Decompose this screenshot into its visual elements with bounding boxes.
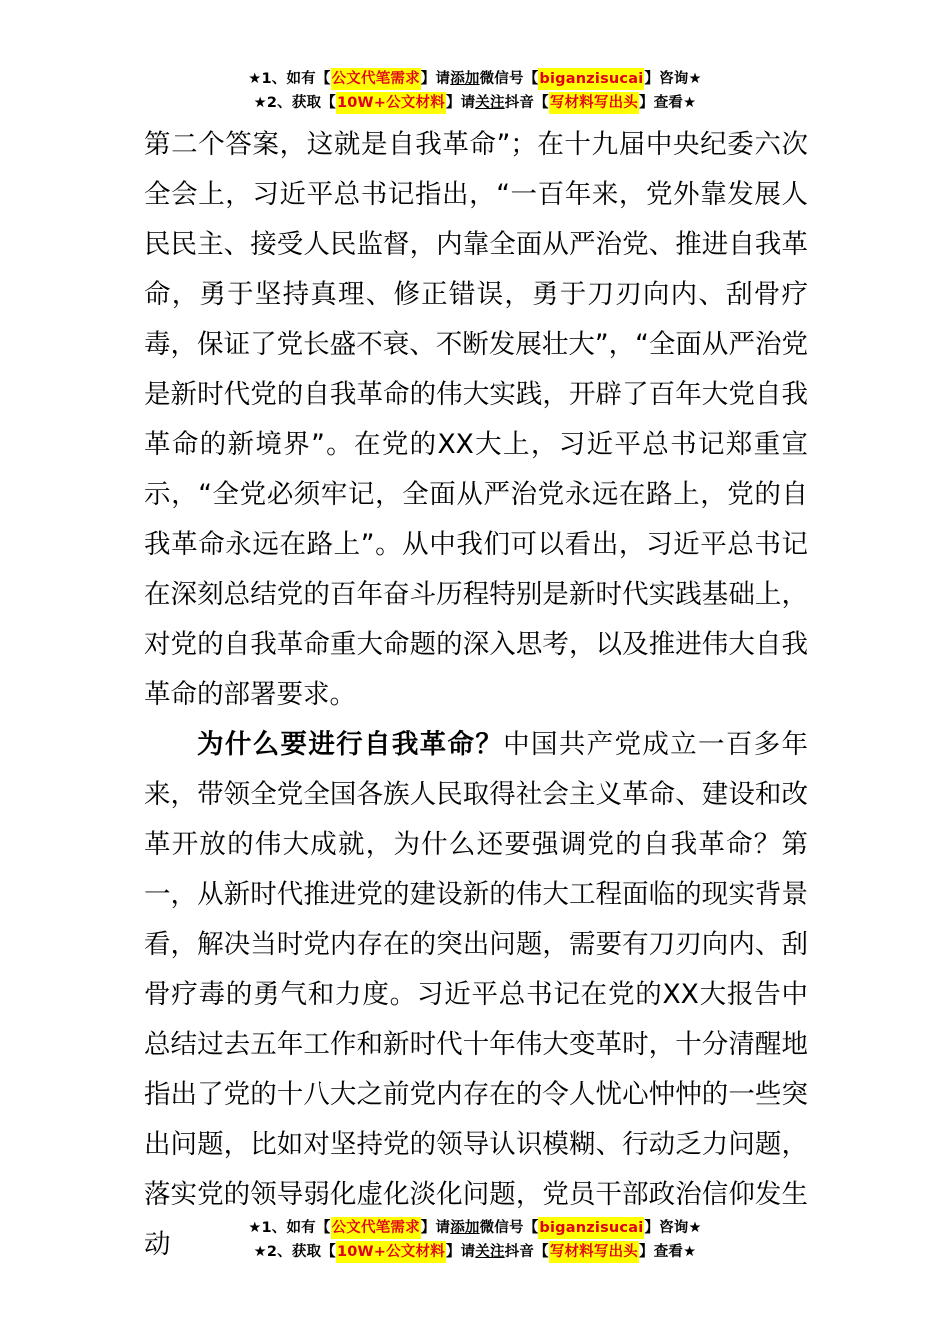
banner-text: 微信号【: [479, 1220, 539, 1236]
paragraph-lead-question: 为什么要进行自我革命？: [197, 729, 504, 760]
banner-text: ★2、获取【: [253, 95, 336, 111]
document-body: [144, 120, 808, 1270]
header-banner: [0, 68, 950, 116]
highlight-materials: 10W+公文材料: [336, 1241, 446, 1263]
banner-text: 】咨询★: [644, 71, 702, 87]
paragraph-body-text: 中国共产党成立一百多年来，带领全党全国各族人民取得社会主义革命、建设和改革开放的伟大成就，为什么还要强调党的自我革命？第一，从新时代推进党的建设新的伟大工程面临的现实背景看，解决当时党内存在的突出问题，需要有刀刃向内、刮骨疗毒的勇气和力度。习近平总书记在党的XX大报告中总结过去五年工作和新时代十年伟大变革时，十分清醒地指出了党的十八大之前党内存在的令人忧心忡忡的一些突出问题，比如对坚持党的领导认识模糊、行动乏力问题，落实党的领导弱化虚化淡化问题，党员干部政治信仰发生动: [144, 729, 809, 1260]
highlight-service: 公文代笔需求: [331, 1217, 421, 1239]
banner-text: 】咨询★: [644, 1220, 702, 1236]
banner-text: ★2、获取【: [253, 1244, 336, 1260]
paragraph-why-self-revolution: [144, 720, 808, 1270]
banner-text: ★1、如有【: [248, 71, 331, 87]
highlight-wechat-id: biganzisucai: [538, 68, 644, 90]
banner-text-underlined: 添加: [450, 71, 480, 87]
banner-text-underlined: 添加: [450, 1220, 480, 1236]
banner-line-1: [0, 1217, 950, 1241]
highlight-douyin-account: 写材料写出头: [549, 1241, 639, 1263]
banner-text: 】查看★: [639, 95, 697, 111]
paragraph-continued: 第二个答案，这就是自我革命”；在十九届中央纪委六次全会上，习近平总书记指出，“一百年来，党外靠发展人民民主、接受人民监督，内靠全面从严治党、推进自我革命，勇于坚持真理、修正错误，勇于刀刃向内、刮骨疗毒，保证了党长盛不衰、不断发展壮大”，“全面从严治党是新时代党的自我革命的伟大实践，开辟了百年大党自我革命的新境界”。在党的XX大上，习近平总书记郑重宣示，“全党必须牢记，全面从严治党永远在路上，党的自我革命永远在路上”。从中我们可以看出，习近平总书记在深刻总结党的百年奋斗历程特别是新时代实践基础上，对党的自我革命重大命题的深入思考，以及推进伟大自我革命的部署要求。: [144, 129, 808, 710]
banner-text: 抖音【: [504, 95, 549, 111]
highlight-materials: 10W+公文材料: [336, 92, 446, 114]
banner-text: ★1、如有【: [248, 1220, 331, 1236]
banner-text: 微信号【: [479, 71, 539, 87]
banner-line-2: [0, 1241, 950, 1265]
banner-text: 】请: [420, 1220, 451, 1236]
banner-text: 】请: [445, 95, 476, 111]
highlight-wechat-id: biganzisucai: [538, 1217, 644, 1239]
highlight-douyin-account: 写材料写出头: [549, 92, 639, 114]
banner-text: 】请: [420, 71, 451, 87]
banner-line-1: [0, 68, 950, 92]
banner-text-underlined: 关注: [475, 1244, 505, 1260]
highlight-service: 公文代笔需求: [331, 68, 421, 90]
banner-text: 】查看★: [639, 1244, 697, 1260]
banner-text: 抖音【: [504, 1244, 549, 1260]
footer-banner: [0, 1217, 950, 1265]
banner-line-2: [0, 92, 950, 116]
banner-text-underlined: 关注: [475, 95, 505, 111]
banner-text: 】请: [445, 1244, 476, 1260]
